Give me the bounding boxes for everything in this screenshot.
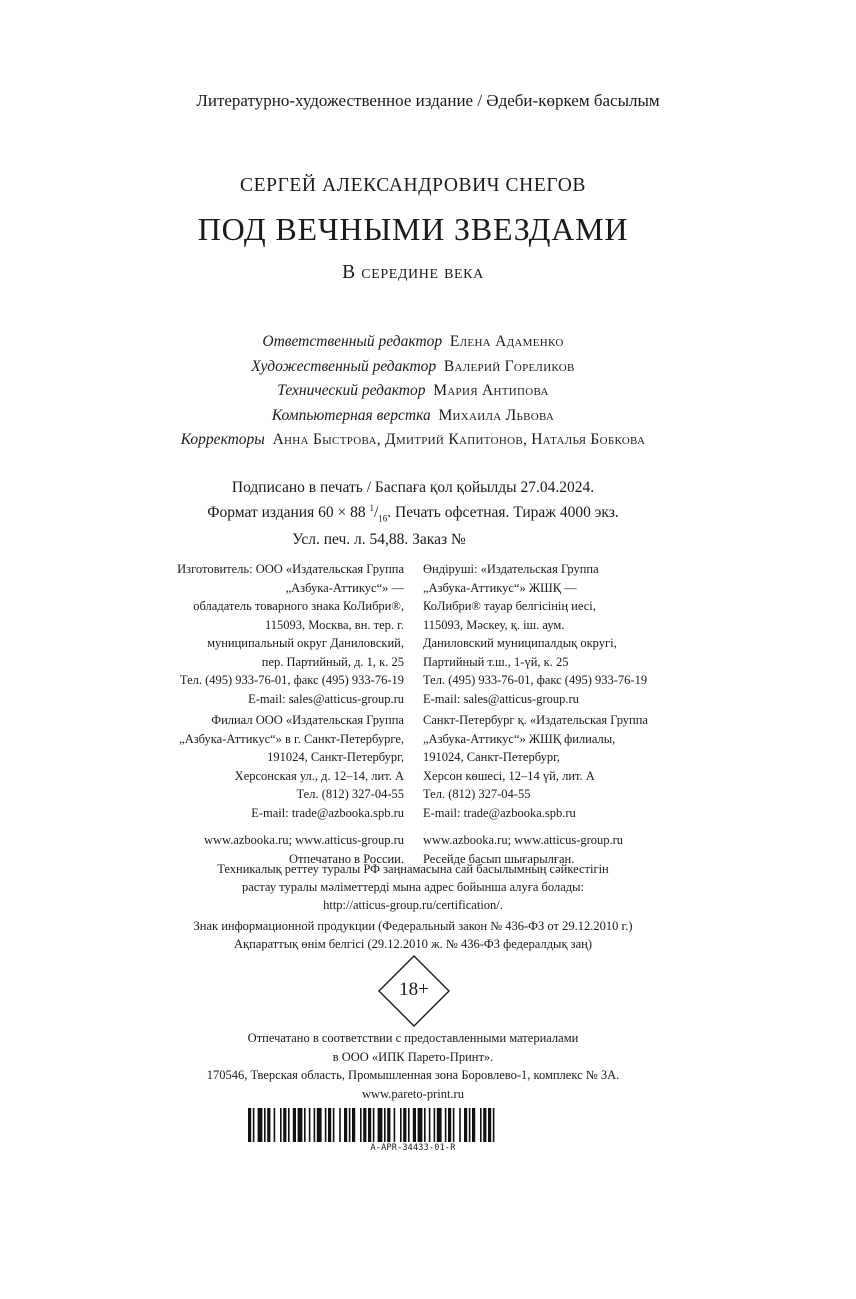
credit-role: Технический редактор [277,382,426,399]
credit-role: Ответственный редактор [262,333,443,350]
barcode-bar [368,1108,371,1142]
barcode-bar [248,1108,251,1142]
address-line: обладатель товарного знака КоЛибри®, [193,599,404,613]
printed-in-line: Отпечатано в России. [289,851,404,866]
info-sign-line: Знак информационной продукции (Федеральный закон № 436-ФЗ от 29.12.2010 г.) [193,919,633,933]
info-sign-line: Ақпараттық өнім белгісі (29.12.2010 ж. № 436-ФЗ федералдық заң) [234,937,592,951]
information-product-sign [0,917,826,953]
barcode-icon [248,1108,578,1142]
printer-line: Отпечатано в соответствии с предоставленными материалами [247,1031,579,1045]
barcode-bar [298,1108,303,1142]
barcode-bar [387,1108,390,1142]
email-line: E-mail: sales@atticus-group.ru [248,691,404,706]
phone-line: Тел. (495) 933-76-01, факс (495) 933-76-19 [179,673,404,687]
address-line: Херсон көшесі, 12–14 үй, лит. А [423,768,595,783]
certification-url: http://atticus-group.ru/certification/. [323,898,503,912]
edition-type: Литературно-художественное издание / Әдеби-көркем басылым [196,91,660,110]
printer-line: 170546, Тверская область, Промышленная зона Боровлево-1, комплекс № 3А. [206,1068,620,1082]
format-line [0,498,826,529]
author-name: СЕРГЕЙ АЛЕКСАНДРОВИЧ СНЕГОВ [239,175,587,196]
printed-in-line: Ресейде басып шығарылған. [423,851,575,866]
publisher-info-russian [100,560,404,871]
phone-line: Тел. (495) 933-76-01, факс (495) 933-76-19 [423,673,648,687]
credit-name: Анна Быстрова, Дмитрий Капитонов, Наталья Бобкова [272,431,646,448]
barcode-bar [314,1108,316,1142]
address-line: Санкт-Петербург қ. «Издательская Группа [423,713,648,727]
barcode-bar [413,1108,416,1142]
barcode-bar [434,1108,436,1142]
barcode-bar [360,1108,362,1142]
barcode-code: A-APR-34433-01-R [370,1143,456,1153]
credit-line [0,404,826,429]
age-rating-text: 18+ [399,979,429,1000]
barcode-bar [394,1108,396,1142]
publisher-info-kazakh [423,560,753,871]
barcode-bar [424,1108,426,1142]
barcode-bar [445,1108,447,1142]
printer-line: в ООО «ИПК Парето-Принт». [332,1049,494,1064]
barcode-bar [483,1108,486,1142]
manufacturer-block [100,560,404,708]
certification-line: растау туралы мәліметтерді мына адрес бойынша алуға болады: [241,880,585,894]
email-line: E-mail: trade@azbooka.spb.ru [423,805,576,820]
sheets-line: Усл. печ. л. 54,88. Заказ № [292,531,466,549]
address-line: Филиал ООО «Издательская Группа [211,713,404,727]
credit-line [0,355,826,380]
address-line: 115093, Москва, вн. тер. г. [264,617,404,632]
address-line: Херсонская ул., д. 12–14, лит. А [234,768,404,783]
barcode-bar [384,1108,386,1142]
barcode-bar [333,1108,335,1142]
barcode-bar [378,1108,383,1142]
address-line: „Азбука-Аттикус“» в г. Санкт-Петербурге, [179,731,404,746]
address-line: Изготовитель: ООО «Издательская Группа [177,562,404,576]
address-line: 191024, Санкт-Петербург, [267,750,404,764]
address-line: Даниловский муниципалдық округі, [423,636,617,650]
credit-role: Компьютерная верстка [271,406,431,424]
barcode-bar [363,1108,366,1142]
barcode-bar [280,1108,282,1142]
print-info [0,477,826,550]
manufacturer-block [423,560,753,708]
credit-name: Валерий Гореликов [443,357,575,375]
barcode-bar [325,1108,327,1142]
barcode-bar [288,1108,290,1142]
barcode-bar [459,1108,461,1142]
credit-line [0,330,826,355]
barcode-bar [469,1108,471,1142]
address-line: „Азбука-Аттикус“» ЖШҚ — [423,580,577,595]
credit-line [0,428,826,453]
credit-role: Художественный редактор [251,357,437,375]
address-line: 115093, Мәскеу, қ. іш. аум. [423,617,565,632]
barcode-bar [328,1108,331,1142]
barcode-bar [304,1108,306,1142]
format-denominator: 16 [378,513,388,524]
barcode-bar [339,1108,341,1142]
format-slash: / [373,504,379,522]
credit-name: Михаила Львова [438,406,555,424]
credit-name: Мария Антипова [433,382,549,399]
barcode-bar [453,1108,455,1142]
barcode-bar [309,1108,311,1142]
branch-block [100,711,404,822]
barcode-bar [373,1108,375,1142]
book-subtitle: В середине века [342,262,484,283]
credit-role: Корректоры [180,431,265,448]
barcode-bar [408,1108,410,1142]
barcode-bar [317,1108,322,1142]
address-line: „Азбука-Аттикус“» — [285,580,404,595]
barcode-bar [403,1108,406,1142]
email-line: E-mail: trade@azbooka.spb.ru [251,805,404,820]
printer-info [0,1029,826,1103]
website-line: www.azbooka.ru; www.atticus-group.ru [423,833,624,847]
barcode-bar [283,1108,286,1142]
barcode-bar [488,1108,491,1142]
signed-line: Подписано в печать / Баспаға қол қойылды 27.04.2024. [231,479,595,496]
barcode-bar [352,1108,355,1142]
barcode-bar [464,1108,467,1142]
barcode-bar [472,1108,475,1142]
format-suffix: . Печать офсетная. Тираж 4000 экз. [387,504,619,522]
barcode-bar [418,1108,423,1142]
barcode-bar [293,1108,296,1142]
email-line: E-mail: sales@atticus-group.ru [423,691,579,706]
barcode-bar [400,1108,402,1142]
format-numerator: 1 [369,503,374,513]
barcode-bar [258,1108,263,1142]
address-line: пер. Партийный, д. 1, к. 25 [261,654,404,669]
credit-line [0,379,826,404]
barcode-bar [480,1108,482,1142]
age-rating-badge [378,955,450,1027]
address-line: КоЛибри® тауар белгісінің иесі, [423,599,596,613]
branch-block [423,711,753,822]
address-line: „Азбука-Аттикус“» ЖШҚ филиалы, [423,731,616,746]
phone-line: Тел. (812) 327-04-55 [423,787,531,801]
book-title: ПОД ВЕЧНЫМИ ЗВЕЗДАМИ [197,211,629,247]
barcode-bar [349,1108,351,1142]
barcode-bar [274,1108,276,1142]
barcode-bar [493,1108,495,1142]
printer-website: www.pareto-print.ru [362,1086,464,1101]
credits-list [0,330,826,453]
credit-name: Елена Адаменко [449,333,564,350]
barcode-bar [267,1108,270,1142]
address-line: 191024, Санкт-Петербург, [423,750,560,764]
address-line: Өндіруші: «Издательская Группа [423,562,599,576]
certification-note [0,860,826,914]
format-prefix: Формат издания 60 × 88 [207,504,370,522]
address-line: Партийный т.ш., 1-үй, к. 25 [423,654,569,669]
barcode-bar [344,1108,347,1142]
barcode-bar [264,1108,266,1142]
barcode-bar [448,1108,451,1142]
barcode-bar [253,1108,255,1142]
certification-line: Техникалық реттеу туралы РФ заңнамасына сай басылымның сәйкестігін [217,862,609,876]
barcode-bar [437,1108,442,1142]
barcode-bar [429,1108,431,1142]
address-line: муниципальный округ Даниловский, [207,636,404,650]
phone-line: Тел. (812) 327-04-55 [296,787,404,801]
website-line: www.azbooka.ru; www.atticus-group.ru [203,833,404,847]
